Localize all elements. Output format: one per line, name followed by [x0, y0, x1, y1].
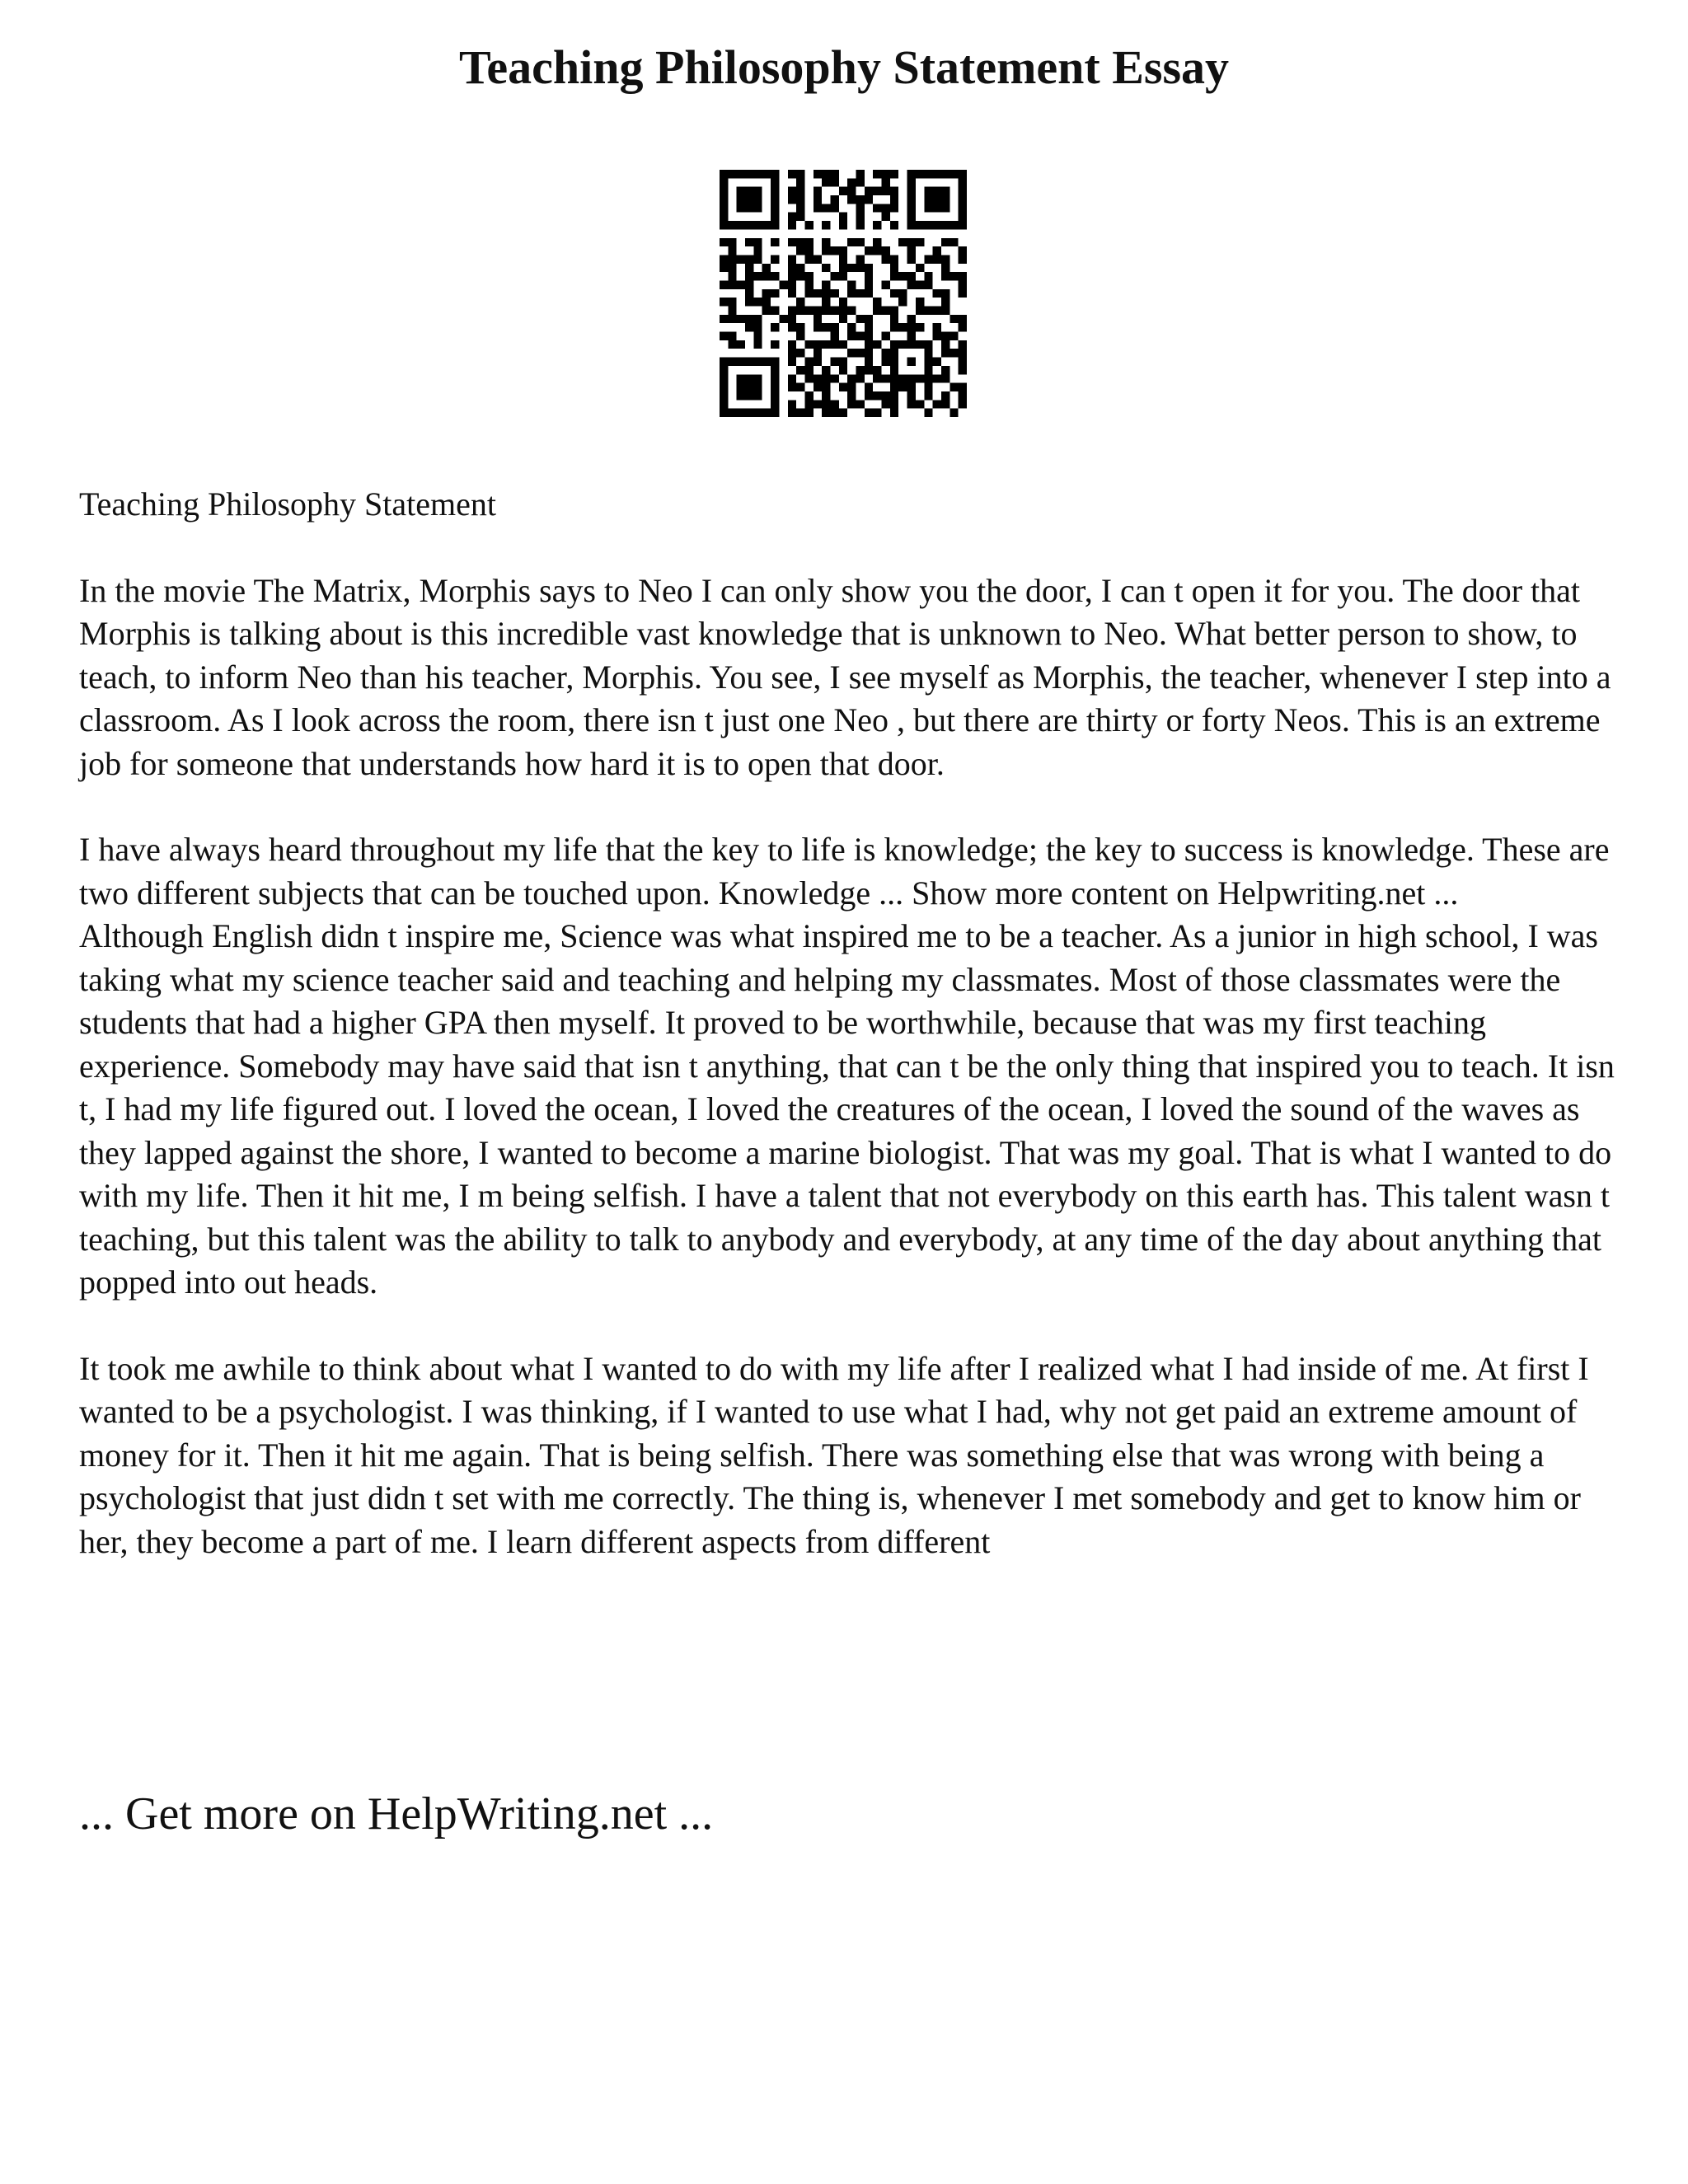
essay-paragraph-4: It took me awhile to think about what I wanted to do with my life after I realized what I had inside of me. At first I wanted to be a psychologist. I was thinking, if I wanted to use what I had, why not get paid an extreme amount of money for it. Then it hit me again. That is being selfish. There was something else that was wrong with being a psychologist that just didn t set with me correctly. The thing is, whenever I met somebody and get to know him or her, they become a part of me. I learn different aspects from different — [79, 1349, 1589, 1560]
essay-paragraph-2: I have always heard throughout my life that the key to life is knowledge; the key to success is knowledge. These are two different subjects that can be touched upon. Knowledge ... Show more content on Helpwriting.net ... — [79, 831, 1610, 912]
essay-subtitle: Teaching Philosophy Statement — [79, 485, 497, 523]
essay-body — [79, 483, 1629, 1563]
page-title: Teaching Philosophy Statement Essay — [458, 40, 1230, 94]
qr-code-icon — [720, 170, 967, 417]
essay-paragraph-3: Although English didn t inspire me, Science was what inspired me to be a teacher. As a junior in high school, I was taking what my science teacher said and teaching and helping my classmates. Most of those classmates were the students that had a higher GPA then myself. It proved to be worthwhile, because that was my first teaching experience. Somebody may have said that isn t anything, that can t be the only thing that inspired you to teach. It isn t, I had my life figured out. I loved the ocean, I loved the creatures of the ocean, I loved the sound of the waves as they lapped against the shore, I wanted to become a marine biologist. That was my goal. That is what I wanted to do with my life. Then it hit me, I m being selfish. I have a talent that not everybody on this earth has. This talent wasn t teaching, but this talent was the ability to talk to anybody and everybody, at any time of the day about anything that popped into out heads. — [79, 917, 1615, 1301]
get-more-link[interactable]: ... Get more on HelpWriting.net ... — [79, 1788, 714, 1840]
essay-paragraph-1: In the movie The Matrix, Morphis says to Neo I can only show you the door, I can t open it for you. The door that Morphis is talking about is this incredible vast knowledge that is unknown to Neo. What better person to show, to teach, to inform Neo than his teacher, Morphis. You see, I see myself as Morphis, the teacher, whenever I step into a classroom. As I look across the room, there isn t just one Neo , but there are thirty or forty Neos. This is an extreme job for someone that understands how hard it is to open that door. — [79, 571, 1611, 782]
